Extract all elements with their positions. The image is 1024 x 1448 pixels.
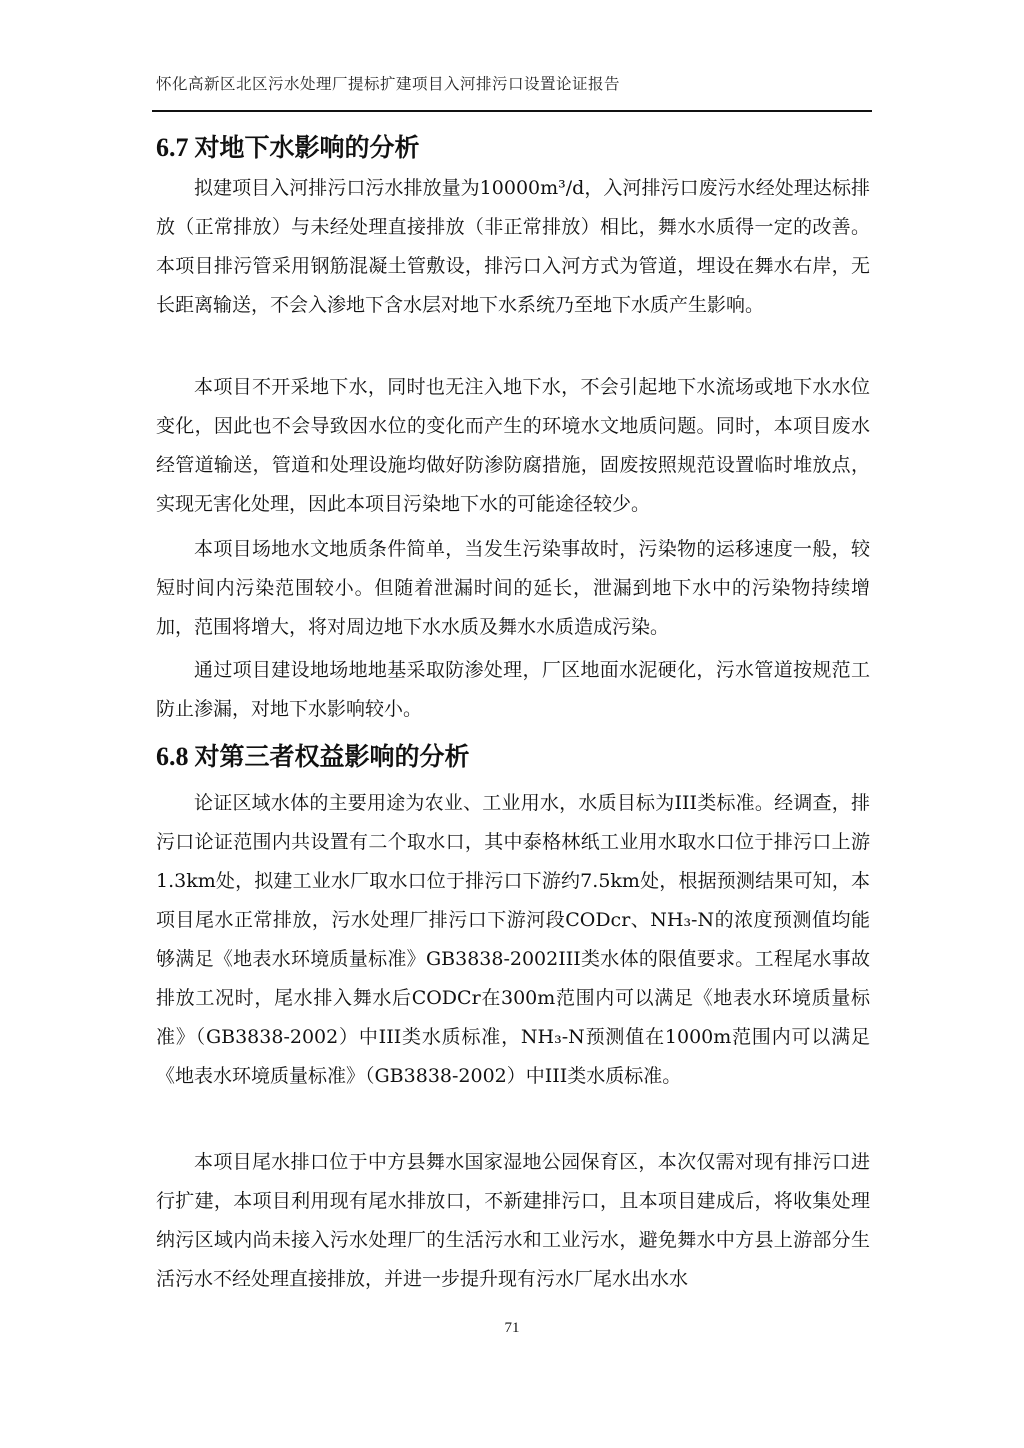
- page-number: 71: [504, 1320, 520, 1336]
- paragraph: 本项目场地水文地质条件简单，当发生污染事故时，污染物的运移速度一般，较短时间内污染范围较小。但随着泄漏时间的延长，泄漏到地下水中的污染物持续增加，范围将增大，将对周边地下水水质及舞水水质造成污染。: [156, 538, 870, 638]
- header-divider: [152, 110, 872, 112]
- section-title: 对第三者权益影响的分析: [194, 742, 470, 771]
- paragraph: 通过项目建设地场地地基采取防渗处理，厂区地面水泥硬化，污水管道按规范工防止渗漏，对地下水影响较小。: [156, 659, 870, 720]
- section-heading-6-7: [156, 128, 420, 164]
- running-header: 怀化高新区北区污水处理厂提标扩建项目入河排污口设置论证报告: [156, 75, 621, 93]
- section-number: 6.7: [156, 133, 189, 162]
- paragraph: 拟建项目入河排污口污水排放量为10000m³/d，入河排污口废污水经处理达标排放（正常排放）与未经处理直接排放（非正常排放）相比，舞水水质得一定的改善。本项目排污管采用钢筋混凝土管敷设，排污口入河方式为管道，埋设在舞水右岸，无长距离输送，不会入渗地下含水层对地下水系统乃至地下水质产生影响。: [156, 177, 870, 316]
- paragraph: 本项目尾水排口位于中方县舞水国家湿地公园保育区，本次仅需对现有排污口进行扩建，本项目利用现有尾水排放口，不新建排污口，且本项目建成后，将收集处理纳污区域内尚未接入污水处理厂的生活污水和工业污水，避免舞水中方县上游部分生活污水不经处理直接排放，并进一步提升现有污水厂尾水出水水: [156, 1151, 870, 1290]
- section-title: 对地下水影响的分析: [194, 133, 420, 162]
- section-number: 6.8: [156, 742, 189, 771]
- section-heading-6-8: [156, 737, 470, 773]
- paragraph: 本项目不开采地下水，同时也无注入地下水，不会引起地下水流场或地下水水位变化，因此也不会导致因水位的变化而产生的环境水文地质问题。同时，本项目废水经管道输送，管道和处理设施均做好防渗防腐措施，固废按照规范设置临时堆放点，实现无害化处理，因此本项目污染地下水的可能途径较少。: [156, 376, 870, 515]
- paragraph: 论证区域水体的主要用途为农业、工业用水，水质目标为III类标准。经调查，排污口论证范围内共设置有二个取水口，其中泰格林纸工业用水取水口位于排污口上游1.3km处，拟建工业水厂取水口位于排污口下游约7.5km处，根据预测结果可知，本项目尾水正常排放，污水处理厂排污口下游河段CODcr、NH₃-N的浓度预测值均能够满足《地表水环境质量标准》GB3838-2002III类水体的限值要求。工程尾水事故排放工况时，尾水排入舞水后CODCr在300m范围内可以满足《地表水环境质量标准》（GB3838-2002）中III类水质标准，NH₃-N预测值在1000m范围内可以满足《地表水环境质量标准》（GB3838-2002）中III类水质标准。: [156, 792, 870, 1087]
